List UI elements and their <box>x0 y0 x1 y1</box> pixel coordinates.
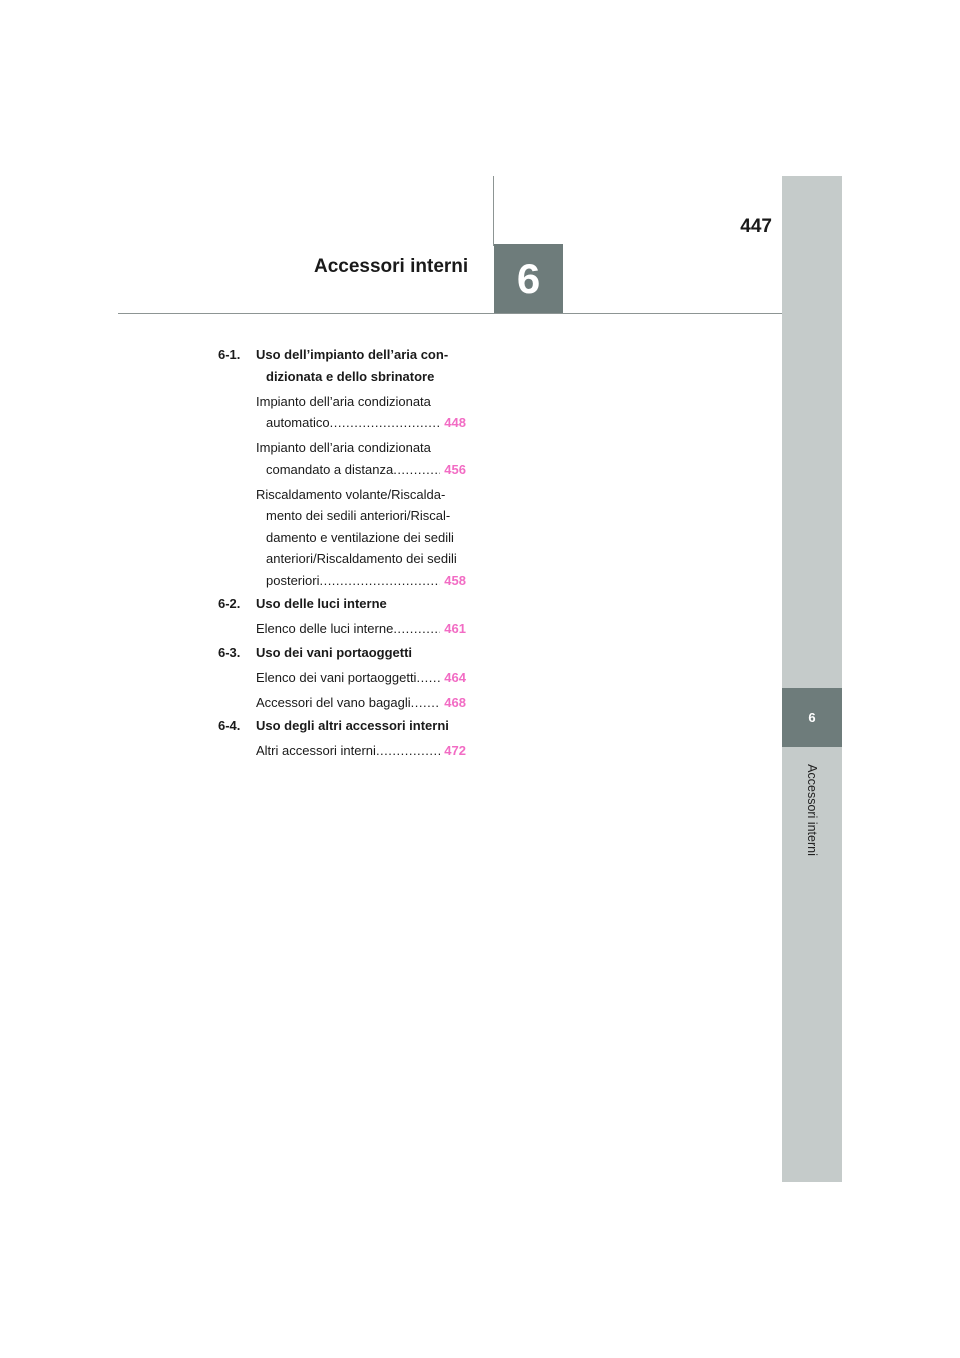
entry-text: Accessori del vano bagagli <box>256 694 411 710</box>
leader-dots <box>393 618 440 640</box>
toc-entry-aria-automatico[interactable] <box>218 391 466 434</box>
page-link[interactable]: 448 <box>444 415 466 430</box>
entry-text: Elenco dei vani portaoggetti <box>256 669 417 685</box>
toc-entry-aria-distanza[interactable] <box>218 437 466 480</box>
section-title: Uso dell’impianto dell’aria con- <box>256 347 449 362</box>
toc-entry-bagagli[interactable] <box>218 692 466 714</box>
section-number: 6-2. <box>218 596 241 611</box>
leader-dots <box>319 570 440 592</box>
toc-section-6-2 <box>218 593 466 615</box>
leader-dots <box>411 692 441 714</box>
toc-section-6-1 <box>218 344 466 387</box>
table-of-contents <box>218 344 466 762</box>
chapter-title: Accessori interni <box>314 256 469 277</box>
section-title: Uso degli altri accessori interni <box>256 718 449 733</box>
leader-dots <box>416 667 440 689</box>
toc-entry-altri[interactable] <box>218 740 466 762</box>
entry-text: Riscaldamento volante/Riscalda- <box>256 486 446 502</box>
entry-text: damento e ventilazione dei sedili <box>266 529 454 545</box>
entry-text: comandato a distanza <box>266 461 394 477</box>
side-strip <box>782 176 842 1182</box>
entry-text: automatico <box>266 415 330 430</box>
page-link[interactable]: 461 <box>444 621 466 636</box>
divider-horizontal <box>118 313 782 314</box>
toc-entry-luci[interactable] <box>218 618 466 640</box>
section-number: 6-3. <box>218 644 241 660</box>
page-number: 447 <box>740 216 772 237</box>
page-link[interactable]: 458 <box>444 572 466 588</box>
section-title: Uso dei vani portaoggetti <box>256 644 413 660</box>
page-link[interactable]: 468 <box>444 694 466 710</box>
section-title-cont: dizionata e dello sbrinatore <box>266 368 435 384</box>
section-title: Uso delle luci interne <box>256 596 387 611</box>
leader-dots <box>330 412 441 434</box>
section-number: 6-1. <box>218 347 241 362</box>
side-chapter-tab[interactable]: 6 <box>782 688 842 747</box>
toc-section-6-4 <box>218 715 466 737</box>
entry-text: mento dei sedili anteriori/Riscal- <box>266 508 451 523</box>
entry-text: Elenco delle luci interne <box>256 621 394 636</box>
toc-section-6-3 <box>218 642 466 664</box>
leader-dots <box>393 459 440 481</box>
entry-text: Impianto dell’aria condizionata <box>256 393 431 409</box>
divider-vertical <box>493 176 494 246</box>
page-link[interactable]: 456 <box>444 461 466 477</box>
toc-entry-vani[interactable] <box>218 667 466 689</box>
entry-text: posteriori <box>266 572 320 588</box>
page-link[interactable]: 464 <box>444 669 466 685</box>
section-number: 6-4. <box>218 718 241 733</box>
entry-text: anteriori/Riscaldamento dei sedili <box>266 551 457 566</box>
entry-text: Impianto dell’aria condizionata <box>256 440 431 455</box>
toc-entry-riscaldamento[interactable] <box>218 484 466 592</box>
chapter-number-box: 6 <box>494 244 563 313</box>
page-link[interactable]: 472 <box>444 743 466 758</box>
leader-dots <box>376 740 440 762</box>
side-chapter-label: Accessori interni <box>805 764 819 856</box>
entry-text: Altri accessori interni <box>256 743 376 758</box>
